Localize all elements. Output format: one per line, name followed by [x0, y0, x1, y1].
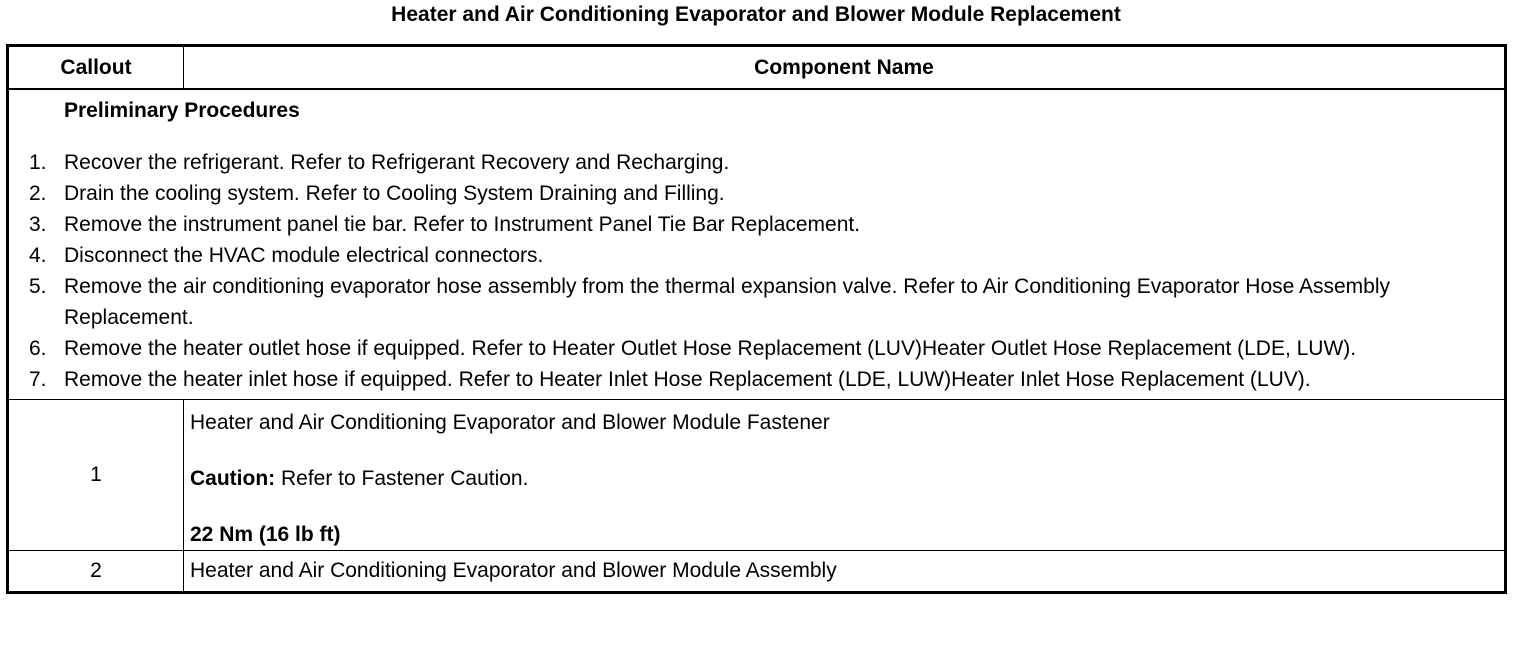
- caution-note: [190, 466, 1504, 492]
- component-cell: [184, 551, 1506, 593]
- step-text: Remove the air conditioning evaporator hose assembly from the thermal expansion valve. Refer to Air Conditioning Evaporator Hose Assembly Replacement.: [64, 275, 1391, 329]
- list-item: [9, 333, 1504, 364]
- component-cell: [184, 400, 1506, 551]
- step-number: 7.: [29, 368, 47, 391]
- table-row: [8, 400, 1506, 551]
- table-header-row: [8, 46, 1506, 90]
- step-number: 5.: [29, 275, 47, 298]
- component-name-column-header: Component Name: [184, 46, 1506, 90]
- step-text: Remove the heater inlet hose if equipped. Refer to Heater Inlet Hose Replacement (LDE, LUW)Heater Inlet Hose Replacement (LUV).: [64, 368, 1311, 391]
- step-number: 2.: [29, 182, 47, 205]
- step-text: Drain the cooling system. Refer to Cooling System Draining and Filling.: [64, 182, 725, 205]
- step-text: Disconnect the HVAC module electrical connectors.: [64, 244, 544, 267]
- list-item: [9, 147, 1504, 178]
- callout-number: 2: [8, 551, 184, 593]
- step-number: 6.: [29, 337, 47, 360]
- list-item: [9, 271, 1504, 333]
- list-item: [9, 178, 1504, 209]
- caution-label: Caution:: [190, 467, 276, 490]
- step-number: 1.: [29, 151, 47, 174]
- component-name: Heater and Air Conditioning Evaporator and Blower Module Assembly: [190, 559, 837, 582]
- step-text: Remove the heater outlet hose if equipped. Refer to Heater Outlet Hose Replacement (LUV)Heater Outlet Hose Replacement (LDE, LUW).: [64, 337, 1357, 360]
- step-text: Recover the refrigerant. Refer to Refrigerant Recovery and Recharging.: [64, 151, 730, 174]
- document-title: Heater and Air Conditioning Evaporator and Blower Module Replacement: [391, 3, 1121, 26]
- preliminary-steps-list: [9, 147, 1504, 395]
- caution-text: Refer to Fastener Caution.: [275, 467, 529, 490]
- preliminary-procedures-heading: Preliminary Procedures: [64, 99, 300, 122]
- callout-number: 1: [8, 400, 184, 551]
- procedure-table: [6, 44, 1507, 594]
- torque-spec: 22 Nm (16 lb ft): [190, 523, 341, 546]
- preliminary-procedures-row: [8, 89, 1506, 400]
- callout-column-header: Callout: [8, 46, 184, 90]
- step-text: Remove the instrument panel tie bar. Refer to Instrument Panel Tie Bar Replacement.: [64, 213, 861, 236]
- preliminary-procedures-cell: [8, 89, 1506, 400]
- step-number: 4.: [29, 244, 47, 267]
- list-item: [9, 240, 1504, 271]
- list-item: [9, 364, 1504, 395]
- list-item: [9, 209, 1504, 240]
- table-row: [8, 551, 1506, 593]
- step-number: 3.: [29, 213, 47, 236]
- component-name: Heater and Air Conditioning Evaporator and Blower Module Fastener: [190, 411, 830, 434]
